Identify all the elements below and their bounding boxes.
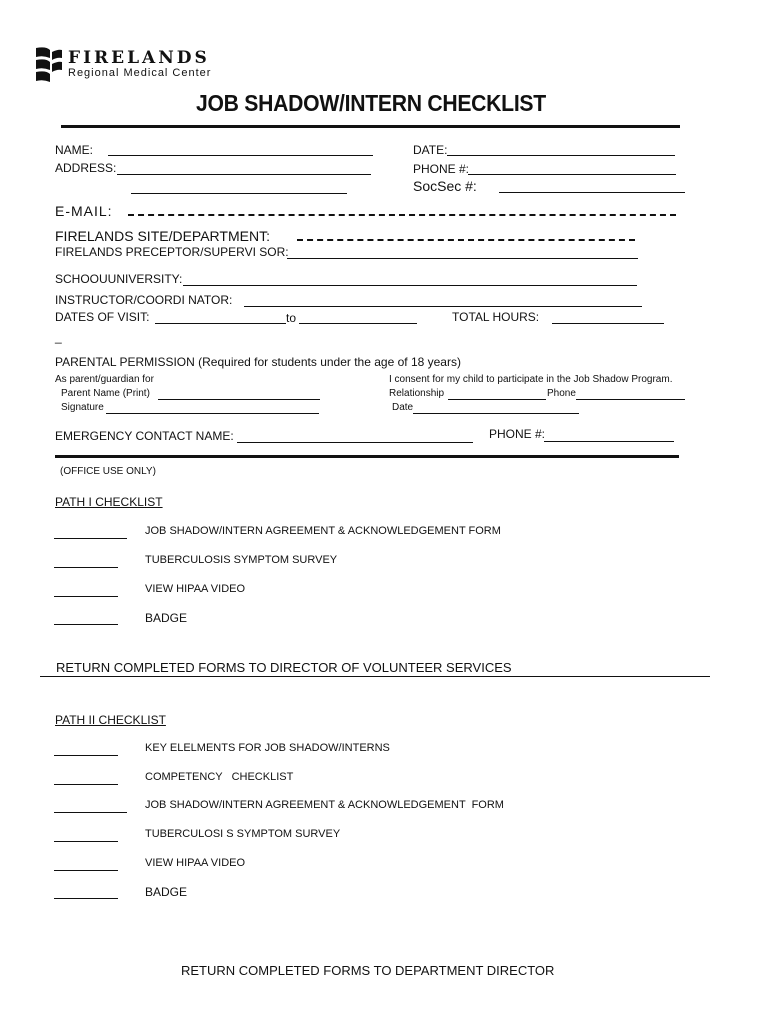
signature-label: Signature: [61, 402, 104, 413]
preceptor-field[interactable]: [287, 243, 638, 259]
emergency-contact-label: EMERGENCY CONTACT NAME:: [55, 429, 234, 443]
parent-name-label: Parent Name (Print): [61, 388, 150, 399]
firelands-leaf-icon: [34, 46, 64, 84]
emergency-contact-field[interactable]: [237, 427, 473, 443]
path1-check-4[interactable]: [54, 610, 118, 625]
path2-return-note: RETURN COMPLETED FORMS TO DEPARTMENT DIRECTOR: [181, 963, 555, 978]
page-title: JOB SHADOW/INTERN CHECKLIST: [196, 90, 546, 116]
path2-item-1: KEY ELELMENTS FOR JOB SHADOW/INTERNS: [145, 742, 390, 754]
emergency-phone-label: PHONE #:: [489, 427, 546, 441]
phone-label: PHONE #:: [413, 162, 470, 176]
school-field[interactable]: [183, 270, 637, 286]
path2-check-5[interactable]: [54, 856, 118, 871]
parent-phone-field[interactable]: [576, 386, 685, 400]
site-department-label: FIRELANDS SITE/DEPARTMENT:: [55, 228, 270, 244]
site-department-field[interactable]: [297, 228, 635, 241]
path1-item-4: BADGE: [145, 611, 188, 625]
office-rule: [55, 455, 679, 458]
instructor-field[interactable]: [244, 292, 642, 307]
parent-name-field[interactable]: [158, 386, 320, 400]
signature-field[interactable]: [106, 400, 319, 414]
stray-mark: _: [55, 330, 62, 344]
path2-item-4: TUBERCULOSI S SYMPTOM SURVEY: [145, 828, 341, 840]
date-label: DATE:: [413, 143, 448, 157]
phone-field[interactable]: [468, 159, 676, 175]
logo: [34, 46, 64, 89]
total-hours-label: TOTAL HOURS:: [452, 310, 540, 324]
visit-start-field[interactable]: [155, 308, 286, 324]
name-label: NAME:: [55, 143, 94, 157]
instructor-label: INSTRUCTOR/COORDI NATOR:: [55, 293, 233, 307]
path1-item-2: TUBERCULOSIS SYMPTOM SURVEY: [145, 554, 338, 566]
path2-check-1[interactable]: [54, 741, 118, 756]
email-field[interactable]: [128, 203, 676, 216]
email-label: E-MAIL:: [55, 203, 113, 219]
name-field[interactable]: [108, 140, 373, 156]
path2-item-3: JOB SHADOW/INTERN AGREEMENT & ACKNOWLEDGEMENT FORM: [145, 799, 504, 811]
path1-check-3[interactable]: [54, 582, 118, 597]
address-label: ADDRESS:: [55, 161, 117, 175]
parental-heading: PARENTAL PERMISSION (Required for students under the age of 18 years): [55, 355, 461, 369]
parent-phone-label: Phone: [547, 388, 576, 399]
school-label: SCHOOUUNIVERSITY:: [55, 272, 183, 286]
path1-check-2[interactable]: [54, 553, 118, 568]
path2-item-2: COMPETENCY CHECKLIST: [145, 771, 294, 783]
title-rule: [61, 125, 680, 128]
path1-heading: PATH I CHECKLIST: [55, 495, 163, 509]
parent-date-field[interactable]: [413, 400, 579, 414]
path1-return-note: RETURN COMPLETED FORMS TO DIRECTOR OF VOLUNTEER SERVICES: [56, 660, 512, 675]
visit-end-field[interactable]: [299, 308, 417, 324]
path1-check-1[interactable]: [54, 524, 127, 539]
dates-of-visit-label: DATES OF VISIT:: [55, 310, 150, 324]
date-field[interactable]: [447, 140, 675, 156]
office-use-label: (OFFICE USE ONLY): [60, 466, 156, 477]
logo-name: FIRELANDS: [68, 48, 210, 68]
emergency-phone-field[interactable]: [544, 426, 674, 442]
to-label: to: [286, 311, 297, 325]
path2-check-3[interactable]: [54, 798, 127, 813]
relationship-label: Relationship: [389, 388, 445, 399]
as-parent-label: As parent/guardian for: [55, 374, 154, 385]
parent-date-label: Date: [392, 402, 414, 413]
path2-check-4[interactable]: [54, 827, 118, 842]
address-field[interactable]: [117, 159, 371, 175]
total-hours-field[interactable]: [552, 308, 664, 324]
socsec-field[interactable]: [499, 176, 685, 193]
address-field-line-2[interactable]: [131, 178, 347, 194]
consent-text: I consent for my child to participate in the Job Shadow Program.: [389, 374, 673, 385]
path2-heading: PATH II CHECKLIST: [55, 713, 166, 727]
path2-check-6[interactable]: [54, 884, 118, 899]
path2-item-5: VIEW HIPAA VIDEO: [145, 857, 246, 869]
path1-item-1: JOB SHADOW/INTERN AGREEMENT & ACKNOWLEDGEMENT FORM: [145, 525, 501, 537]
logo-subtitle: Regional Medical Center: [68, 67, 212, 79]
relationship-field[interactable]: [448, 386, 546, 400]
path1-item-3: VIEW HIPAA VIDEO: [145, 583, 246, 595]
path1-return-rule: [40, 662, 710, 677]
preceptor-label: FIRELANDS PRECEPTOR/SUPERVI SOR:: [55, 245, 289, 259]
socsec-label: SocSec #:: [413, 178, 477, 194]
path2-item-6: BADGE: [145, 885, 188, 899]
path2-check-2[interactable]: [54, 770, 118, 785]
